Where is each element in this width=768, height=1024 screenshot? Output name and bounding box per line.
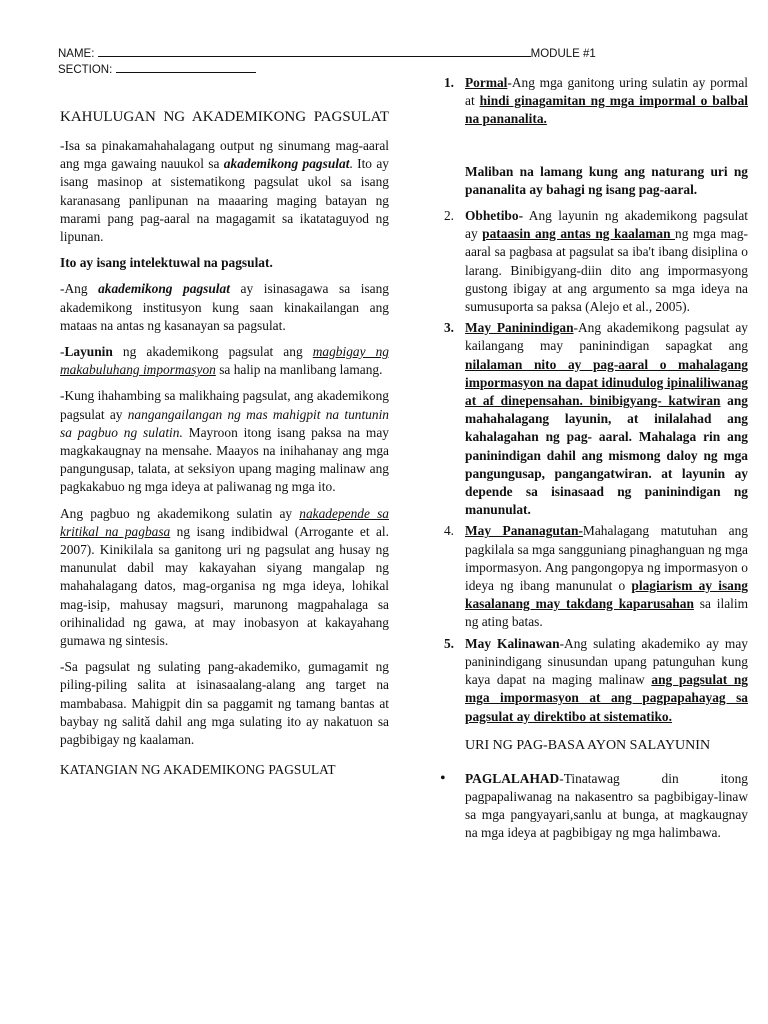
- section-line: [58, 61, 256, 77]
- paragraph-definition: -Isa sa pinakamahahalagang output ng sinumang mag-aaral ang mga gawaing nauukol sa akademikong pagsulat. Ito ay isang masinop at sistematikong pagsulat ukol sa isang karanasang panlipunan na maaaring maging batayan ng marami pang pag-aaral na magagamit sa ikatataguyod ng lipunan.: [60, 138, 389, 245]
- page-title: KAHULUGAN NG AKADEMIKONG PAGSULAT: [60, 109, 389, 125]
- emphasis-term: akademikong pagsulat: [98, 281, 230, 297]
- note-exception: Maliban na lamang kung ang naturang uri ng pananalita ay bahagi ng isang pag-aaral.: [465, 163, 748, 197]
- left-column: [60, 107, 389, 788]
- bullet-icon: •: [440, 769, 446, 787]
- underlined-phrase: nakadepende sa kritikal na pagbasa: [60, 505, 389, 539]
- paragraph-intellectual: Ito ay isang intelektuwal na pagsulat.: [60, 255, 273, 271]
- module-label: MODULE #1: [530, 48, 596, 60]
- section-heading-characteristics: KATANGIAN NG AKADEMIKONG PAGSULAT: [60, 762, 336, 778]
- emphasis-term: akademikong pagsulat: [223, 156, 350, 172]
- list-item-kalinawan: 5. May Kalinawan-Ang sulating akademiko ay may paninindigang sinusundan upang patunguhan kung kaya dapat na maging malinaw ang pagsulat ng mga impormasyon at ang pagpapahayag sa pagsulat ay direktibo at sistematiko.: [443, 635, 748, 724]
- paragraph-critical-reading: Ang pagbuo ng akademikong sulatin ay nakadepende sa kritikal na pagbasa ng isang indibidwal (Arrogante et al. 2007). Kinikilala sa ganitong uri ng pagsulat ang husay ng manunulat dabil may kakayahan siyang mangalap ng mahahalagang datos, mag-organisa ng mga ideya, lohikal mag-isip, mahusay magsuri, marunong magpahalaga sa orihinalidad ng gawa, at may inobasyon at kakayahang gumawa ng sintesis.: [60, 505, 389, 649]
- paragraph-purpose: -Layunin ng akademikong pagsulat ang magbigay ng makabuluhang impormasyon sa halip na manlibang lamang.: [60, 344, 389, 378]
- section-label: SECTION:: [58, 64, 113, 76]
- name-label: NAME:: [58, 48, 95, 60]
- list-item-obhetibo: 2. Obhetibo- Ang layunin ng akademikong pagsulat ay pataasin ang antas ng kaalaman ng mga mag-aaral sa pagbasa at pagsulat sa iba't ibang disiplina o larang. Binibigyang-diin dito ang impormasyong gustong ibigay at ang argumento sa mga ideya na sumusuporta sa paksa (Alejo et al., 2005).: [443, 208, 748, 315]
- name-blank[interactable]: [98, 45, 531, 57]
- list-item-pormal: 1. Pormal-Ang mga ganitong uring sulatin ay pormal at hindi ginagamitan ng mga impormal o balbal na pananalita.: [443, 75, 748, 127]
- name-line: [58, 45, 596, 61]
- section-heading-reading-types: URI NG PAG-BASA AYON SALAYUNIN: [465, 737, 711, 753]
- paragraph-institution: -Ang akademikong pagsulat ay isinasagawa sa isang akademikong institusyon kung saan kinakailangan ang mataas na antas ng kasanayan sa pagsulat.: [60, 281, 389, 333]
- paragraph-word-choice: -Sa pagsulat ng sulating pang-akademiko, gumagamit ng piling-piling salita at isinasaalang-alang ang target na mambabasa. Mahigpit din sa paggamit ng tamang bantas at baybay ng salitǎ dahil ang mga sulating ito ay nakatuon sa pagbibigay ng kaalaman.: [60, 659, 389, 748]
- paragraph-comparison: -Kung ihahambing sa malikhaing pagsulat, ang akademikong pagsulat ay nangangailangan ng mas mahigpit na tuntunin sa pagbuo ng sulatin. Mayroon itong isang paksa na may magkakaugnay na mensahe. Maayos na inihahanay ang mga pangungusap, talata, at seksiyon upang maging malinaw ang pagkakabuo ng mga ideya at paliwanag ng mga ito.: [60, 388, 389, 495]
- bullet-item-paglalahad: • PAGLALAHAD-Tinatawag din itong pagpapaliwanag na nakasentro sa pagbibigay-linaw sa mga pangyayari,sanlu at bunga, at magkaugnay na mga ideya at pagbibigay ng mga halimbawa.: [440, 769, 748, 841]
- underlined-phrase: magbigay ng makabuluhang impormasyon: [60, 344, 389, 378]
- section-blank[interactable]: [116, 61, 256, 73]
- right-column: [428, 74, 748, 846]
- list-item-paninindigan: 3. May Paninindigan-Ang akademikong pagsulat ay kailangang may paninindigan sapagkat ang nilalaman nito ay pag-aaral o mahalagang impormasyon na dapat idinudulog ipinaliliwanag at af dinepensahan. binibigyang- katwiran ang mahahalagang layunin, at inilalahad ang kahalagahan ng pag- aaral. Mahalaga rin ang paninindigan dahil ang mismong daloy ng mga pangungusap, pangangatwiran. at layunin ay depende sa isinasaad ng paninindigan ng manunulat.: [443, 320, 748, 518]
- list-item-pananagutan: 4. May Pananagutan-Mahalagang matutuhan ang pagkilala sa mga sangguniang pinaghanguan ng mga impormasyon. Ang pangongopya ng impormasyon o ideya ng ibang manunulat o plagiarism ay isang kasalanang may takdang kaparusahan sa ilalim ng ating batas.: [443, 523, 748, 630]
